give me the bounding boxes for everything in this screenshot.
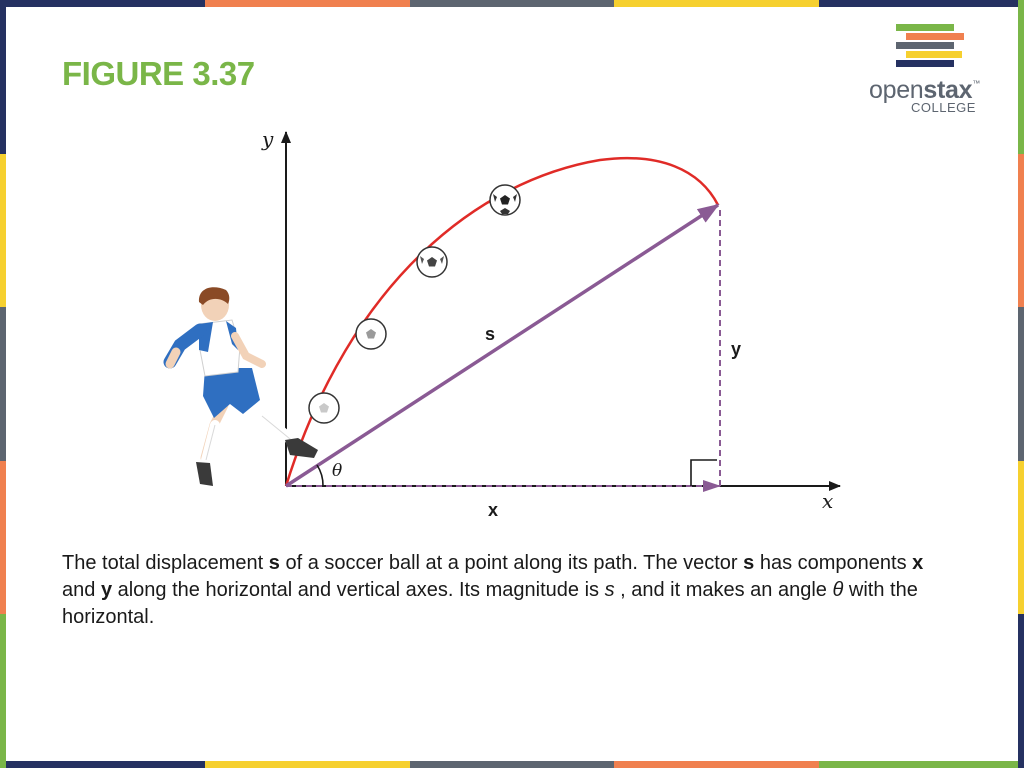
caption-text: of a soccer ball at a point along its path. The vector bbox=[279, 552, 744, 574]
soccer-ball-icon bbox=[356, 319, 386, 349]
bar-segment bbox=[205, 761, 410, 768]
logo-trademark: ™ bbox=[972, 79, 980, 88]
soccer-ball-icon bbox=[490, 185, 520, 215]
bar-segment bbox=[0, 614, 6, 768]
caption-text: and bbox=[62, 579, 101, 601]
caption-bold-s: s bbox=[268, 552, 280, 574]
caption-italic-s: s bbox=[604, 579, 615, 601]
caption-text: , and it makes an angle bbox=[614, 579, 833, 601]
caption-bold-y: y bbox=[100, 579, 113, 601]
bar-segment bbox=[410, 761, 615, 768]
y-axis-label: y bbox=[262, 127, 274, 151]
figure-caption bbox=[62, 550, 962, 631]
bar-segment bbox=[1018, 614, 1024, 768]
caption-bold-x: x bbox=[912, 552, 924, 574]
caption-text: has components bbox=[754, 552, 913, 574]
caption-text: along the horizontal and vertical axes. Its magnitude is bbox=[112, 579, 605, 601]
y-component-label: y bbox=[731, 339, 742, 359]
caption-bold-s: s bbox=[743, 552, 755, 574]
right-angle-marker bbox=[691, 460, 717, 486]
soccer-ball-icon bbox=[417, 247, 447, 277]
angle-theta-label: θ bbox=[332, 461, 343, 481]
bar-segment bbox=[0, 761, 205, 768]
bar-segment bbox=[614, 761, 819, 768]
x-component-label: x bbox=[488, 500, 499, 520]
slide-title: FIGURE 3.37 bbox=[62, 55, 255, 92]
caption-italic-theta: θ bbox=[832, 579, 844, 601]
bottom-color-bar bbox=[0, 761, 1024, 768]
displacement-vector bbox=[286, 205, 718, 486]
logo-subtitle: COLLEGE bbox=[911, 100, 976, 115]
caption-text: The total displacement bbox=[62, 552, 269, 574]
logo-word-bold: stax bbox=[923, 76, 973, 104]
angle-arc bbox=[317, 465, 323, 486]
bar-segment bbox=[819, 761, 1024, 768]
logo-word-light: open bbox=[869, 76, 924, 104]
vector-s-label: s bbox=[485, 324, 496, 344]
caption-text: with the horizontal. bbox=[62, 579, 918, 628]
soccer-ball-icon bbox=[309, 393, 339, 423]
x-axis-label: x bbox=[822, 489, 834, 513]
